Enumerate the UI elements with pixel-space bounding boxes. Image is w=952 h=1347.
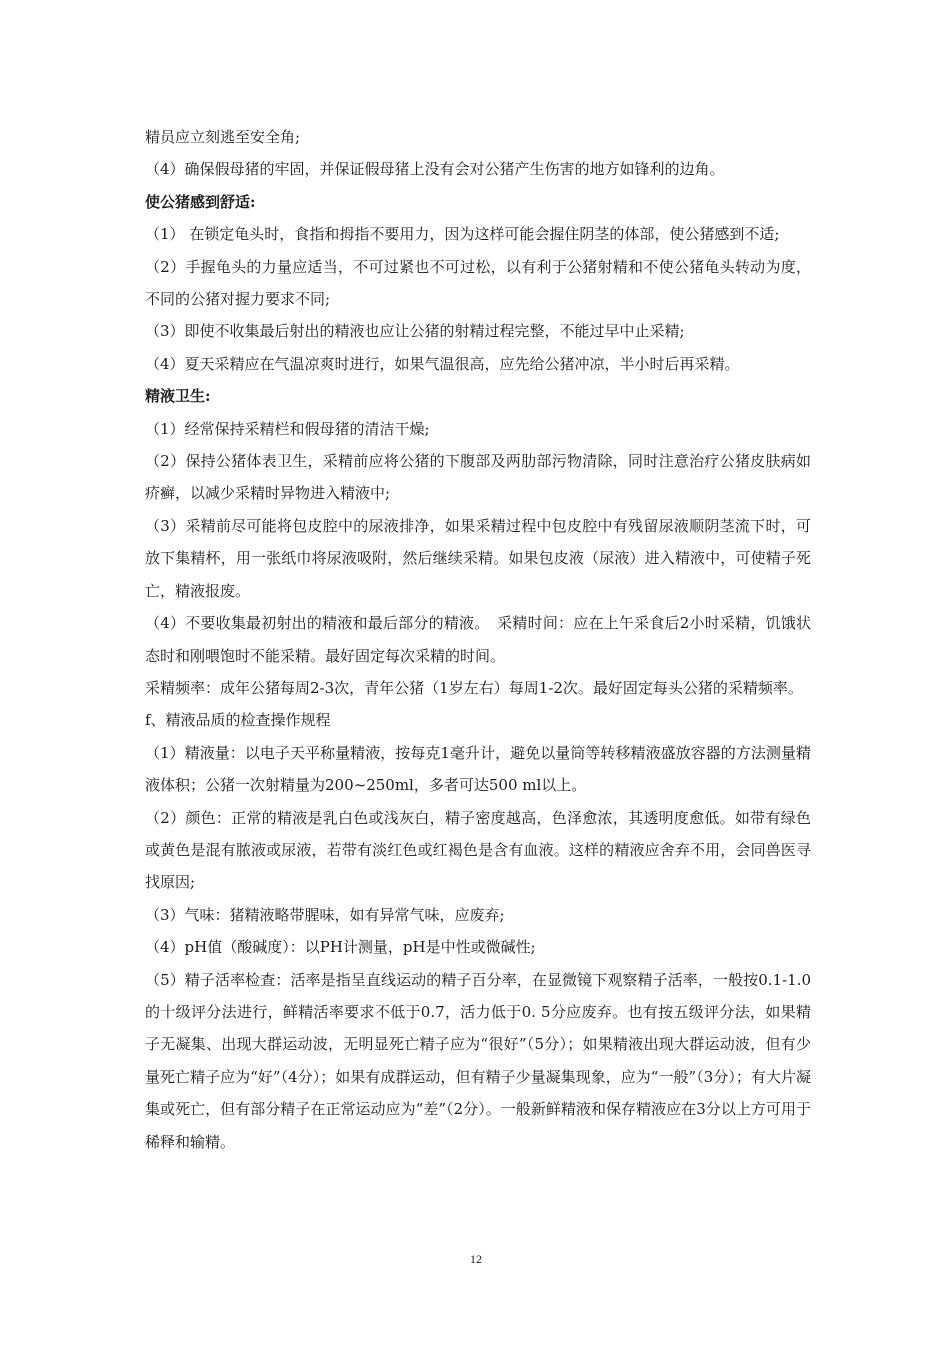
paragraph: （4）pH值（酸碱度）：以PH计测量，pH是中性或微碱性; — [145, 938, 536, 957]
section-heading: 使公猪感到舒适: — [145, 192, 256, 211]
paragraph: （3）气味：猪精液略带腥味，如有异常气味，应废弃; — [145, 905, 505, 924]
page-body — [145, 121, 811, 1158]
paragraph: （2）手握龟头的力量应适当，不可过紧也不可过松，以有利于公猪射精和不使公猪龟头转动为度，不同的公猪对握力要求不同; — [145, 257, 811, 309]
paragraph: f、精液品质的检查操作规程 — [145, 711, 331, 730]
paragraph: （4）不要收集最初射出的精液和最后部分的精液。 采精时间：应在上午采食后2小时采精，饥饿状态时和刚喂饱时不能采精。最好固定每次采精的时间。 — [145, 614, 811, 665]
paragraph: （1） 在锁定龟头时，食指和拇指不要用力，因为这样可能会握住阴茎的体部，使公猪感到不适; — [145, 225, 780, 244]
paragraph: （1）经常保持采精栏和假母猪的清洁干燥; — [145, 419, 430, 438]
paragraph: （5）精子活率检查：活率是指呈直线运动的精子百分率，在显微镜下观察精子活率，一般按0.1-1.0 的十级评分法进行，鲜精活率要求不低于0.7，活力低于0. 5分应废弃。也有按五级评分法，如果精子无凝集、出现大群运动波，无明显死亡精子应为“很好”（5分）；如果精液出现大群运动波，但有少量死亡精子应为“好”（4分）；如果有成群运动，但有精子少量凝集现象，应为“一般”（3分）；有大片凝集或死亡，但有部分精子在正常运动应为“差”（2分）。一般新鲜精液和保存精液应在3分以上方可用于稀释和输精。 — [145, 970, 811, 1151]
section-heading: 精液卫生: — [145, 387, 211, 406]
paragraph: （3）采精前尽可能将包皮腔中的尿液排净，如果采精过程中包皮腔中有残留尿液顺阴茎流下时，可放下集精杯，用一张纸巾将尿液吸附，然后继续采精。如果包皮液（尿液）进入精液中，可使精子死亡，精液报废。 — [145, 516, 811, 600]
paragraph: （1）精液量：以电子天平称量精液，按每克1毫升计，避免以量筒等转移精液盛放容器的方法测量精液体积；公猪一次射精量为200~250ml，多者可达500 ml以上。 — [145, 743, 811, 795]
page-number: 12 — [470, 1252, 482, 1266]
paragraph: 精员应立刻逃至安全角; — [145, 128, 301, 146]
paragraph: （2）颜色：正常的精液是乳白色或浅灰白，精子密度越高，色泽愈浓，其透明度愈低。如带有绿色或黄色是混有脓液或尿液，若带有淡红色或红褐色是含有血液。这样的精液应舍弃不用，会同兽医寻找原因; — [145, 808, 811, 892]
paragraph: （3）即使不收集最后射出的精液也应让公猪的射精过程完整，不能过早中止采精; — [145, 322, 685, 341]
paragraph: （2）保持公猪体表卫生，采精前应将公猪的下腹部及两肋部污物清除，同时注意治疗公猪皮肤病如疥癣，以减少采精时异物进入精液中; — [145, 452, 811, 503]
paragraph: （4）确保假母猪的牢固，并保证假母猪上没有会对公猪产生伤害的地方如锋利的边角。 — [145, 160, 725, 179]
paragraph: 采精频率：成年公猪每周2-3次，青年公猪（1岁左右）每周1-2次。最好固定每头公猪的采精频率。 — [145, 678, 803, 697]
paragraph: （4）夏天采精应在气温凉爽时进行，如果气温很高，应先给公猪冲凉，半小时后再采精。 — [145, 354, 740, 373]
